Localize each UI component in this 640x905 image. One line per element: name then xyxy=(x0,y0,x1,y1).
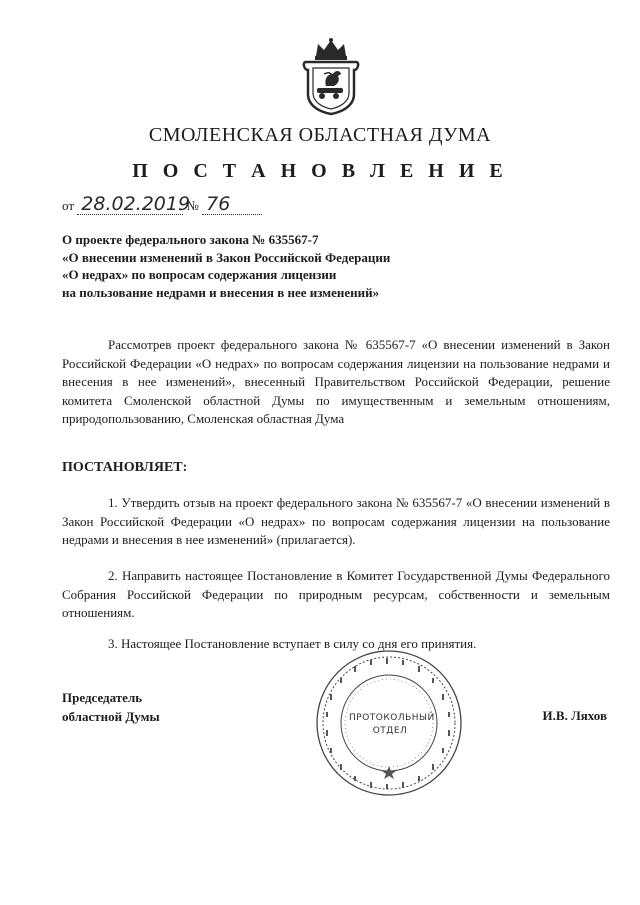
stamp-label-line: ПРОТОКОЛЬНЫЙ xyxy=(349,713,435,723)
signer-title-line: Председатель xyxy=(62,690,143,705)
preamble-paragraph: Рассмотрев проект федерального закона № 635567-7 «О внесении изменений в Закон Российской Федерации «О недрах» по вопросам содержания лицензии на пользование недрами и внесения в нее изменений», внесенный Правительством Российской Федерации, решение комитета Смоленской областной Думы по имущественным и земельным отношениям, природопользованию, Смоленская областная Дума xyxy=(62,337,610,427)
signer-title-line: областной Думы xyxy=(62,709,160,724)
stamp-label xyxy=(349,712,435,738)
document-type-title: П О С Т А Н О В Л Е Н И Е xyxy=(132,160,508,182)
signer-title xyxy=(62,688,160,726)
smolensk-coat-of-arms-icon xyxy=(300,36,362,116)
date-prefix: от xyxy=(62,198,75,213)
resolution-item-1: 1. Утвердить отзыв на проект федерального закона № 635567-7 «О внесении изменений в Закон Российской Федерации «О недрах» по вопросам содержания лицензии на пользование недрами и внесения в нее изменений» (прилагается). xyxy=(62,495,610,548)
date-number-line xyxy=(62,194,262,215)
stamp-label-line: ОТДЕЛ xyxy=(372,726,408,736)
resolution-item-3: 3. Настоящее Постановление вступает в силу со дня его принятия. xyxy=(108,636,477,651)
signer-name: И.В. Ляхов xyxy=(542,708,607,723)
number-label: № xyxy=(186,198,199,213)
organization-title: СМОЛЕНСКАЯ ОБЛАСТНАЯ ДУМА xyxy=(148,124,492,146)
resolution-item-2: 2. Направить настоящее Постановление в Комитет Государственной Думы Федерального Собрания Российской Федерации по природным ресурсам, собственности и земельным отношениям. xyxy=(62,568,610,621)
resolves-heading: ПОСТАНОВЛЯЕТ: xyxy=(62,460,188,475)
subject-line: на пользование недрами и внесения в нее изменений» xyxy=(62,284,380,300)
subject-block xyxy=(62,231,482,301)
handwritten-date: 28.02.2019 xyxy=(77,194,183,215)
subject-line: «О внесении изменений в Закон Российской Федерации xyxy=(62,249,391,265)
handwritten-number: 76 xyxy=(202,194,262,215)
subject-line: О проекте федерального закона № 635567-7 xyxy=(62,232,319,247)
subject-line: «О недрах» по вопросам содержания лицензии xyxy=(62,267,337,282)
